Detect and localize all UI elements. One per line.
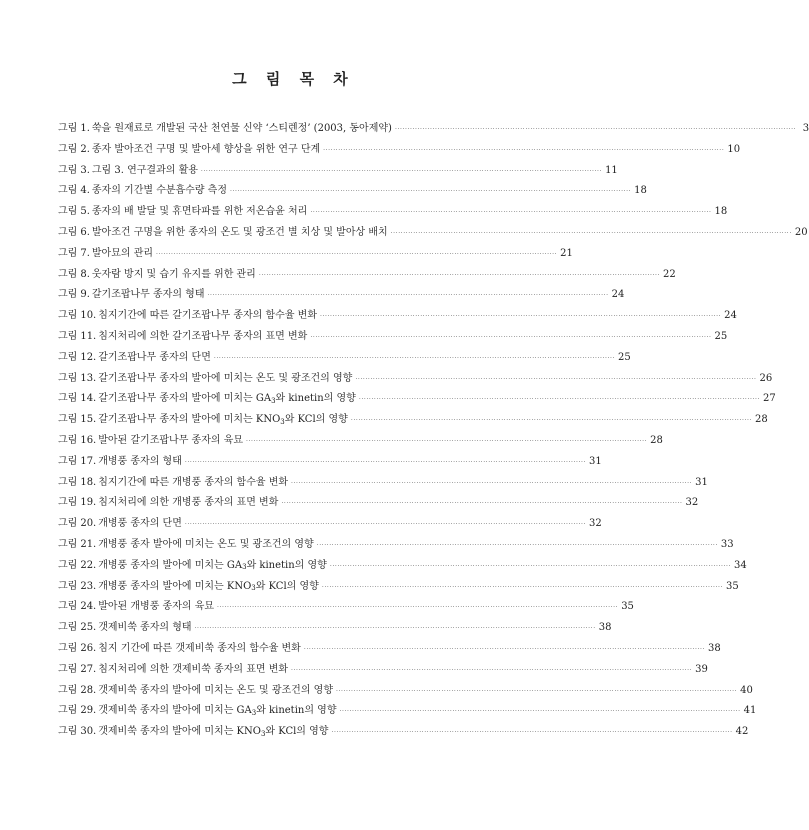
entry-page-number: 32	[589, 518, 602, 530]
entry-label: 그림 8.	[58, 268, 90, 280]
toc-entry[interactable]	[58, 639, 721, 660]
entry-page-number: 28	[754, 414, 768, 426]
entry-number: 9.	[80, 289, 90, 301]
toc-entry[interactable]	[58, 431, 663, 452]
entry-label: 그림 10.	[58, 310, 97, 322]
entry-label: 그림 23.	[58, 580, 97, 592]
entry-page-number: 20	[794, 226, 808, 238]
entry-page-number: 31	[695, 476, 708, 488]
toc-entry[interactable]	[58, 369, 773, 390]
entry-number: 16.	[80, 434, 97, 446]
entry-page-number: 10	[727, 143, 741, 155]
entry-number: 11.	[80, 330, 97, 342]
entry-page-number: 3	[802, 123, 809, 134]
toc-entry[interactable]	[58, 493, 699, 514]
dot-leader: ································································································································································	[291, 479, 693, 487]
entry-number: 30.	[80, 726, 97, 738]
entry-title: 개병풍 종자 발아에 미치는 온도 및 광조건의 영향	[98, 538, 314, 550]
entry-page-number: 35	[725, 580, 739, 592]
toc-entry[interactable]	[58, 119, 809, 140]
entry-title: 갯제비쑥 종자의 발아에 미치는 온도 및 광조건의 영향	[98, 684, 334, 696]
entry-number: 14.	[80, 393, 97, 405]
dot-leader: ································································································································································	[230, 188, 632, 196]
entry-page-number: 41	[743, 705, 757, 717]
entry-label: 그림 22.	[58, 559, 97, 571]
entry-label: 그림 14.	[58, 393, 97, 405]
entry-number: 25.	[80, 622, 97, 634]
entry-page-number: 35	[621, 601, 634, 613]
entry-page-number: 42	[735, 726, 749, 738]
entry-number: 3.	[80, 164, 90, 176]
dot-leader: ································································································································································	[323, 146, 725, 154]
entry-label: 그림 26.	[58, 642, 97, 654]
entry-title: 갈기조팝나무 종자의 단면	[98, 351, 211, 363]
entry-label: 그림 28.	[58, 684, 97, 696]
dot-leader: ································································································································································	[336, 687, 738, 695]
entry-title: 갈기조팝나무 종자의 발아에 미치는 온도 및 광조건의 영향	[98, 372, 353, 384]
dot-leader: ································································································································································	[207, 292, 609, 300]
dot-leader: ································································································································································	[156, 250, 558, 258]
entry-label: 그림 3.	[58, 164, 90, 176]
entry-page-number: 21	[560, 247, 573, 259]
entry-title: 침지기간에 따른 갈기조팝나무 종자의 함수율 변화	[98, 310, 317, 322]
entry-label: 그림 30.	[58, 726, 97, 738]
toc-entry[interactable]	[58, 348, 631, 369]
toc-entry[interactable]	[58, 701, 757, 722]
dot-leader: ································································································································································	[281, 500, 683, 508]
entry-title: 침지기간에 따른 개병풍 종자의 함수율 변화	[98, 476, 289, 488]
toc-entry[interactable]	[58, 618, 612, 639]
dot-leader: ································································································································································	[331, 729, 733, 737]
entry-number: 29.	[80, 705, 97, 717]
entry-label: 그림 2.	[58, 143, 90, 155]
entry-number: 26.	[80, 642, 97, 654]
entry-number: 4.	[80, 185, 90, 197]
dot-leader: ································································································································································	[358, 396, 760, 404]
toc-entry[interactable]	[58, 181, 647, 202]
entry-number: 10.	[80, 310, 97, 322]
entry-page-number: 32	[685, 497, 699, 509]
page-title: 그 림 목 차	[232, 70, 355, 88]
entry-page-number: 25	[618, 351, 631, 363]
entry-page-number: 38	[598, 622, 612, 634]
entry-number: 21.	[80, 538, 97, 550]
entry-number: 22.	[80, 559, 97, 571]
entry-title: 침지처리에 의한 갈기조팝나무 종자의 표면 변화	[98, 330, 308, 342]
table-of-figures	[58, 119, 809, 743]
dot-leader: ································································································································································	[303, 645, 706, 653]
entry-number: 8.	[80, 268, 90, 280]
entry-label: 그림 9.	[58, 289, 90, 301]
toc-entry[interactable]	[58, 223, 808, 244]
entry-title: 그림 3. 연구결과의 활용	[91, 164, 198, 176]
entry-label: 그림 12.	[58, 351, 97, 363]
dot-leader: ································································································································································	[217, 604, 619, 612]
dot-leader: ································································································································································	[291, 666, 693, 674]
entry-page-number: 18	[714, 206, 728, 218]
dot-leader: ································································································································································	[350, 417, 752, 425]
entry-page-number: 31	[589, 455, 602, 467]
toc-entry[interactable]	[58, 722, 749, 743]
toc-entry[interactable]	[58, 556, 747, 577]
entry-label: 그림 15.	[58, 414, 97, 426]
entry-number: 17.	[80, 455, 97, 467]
entry-title: 개병풍 종자의 발아에 미치는 $KNO_3$와 KCl의 영향	[98, 580, 319, 593]
entry-page-number: 18	[634, 185, 647, 197]
entry-label: 그림 24.	[58, 601, 97, 613]
toc-entry[interactable]	[58, 681, 753, 702]
entry-label: 그림 27.	[58, 663, 97, 675]
entry-title: 웃자람 방지 및 습기 유지를 위한 관리	[91, 268, 256, 280]
entry-page-number: 38	[708, 642, 721, 654]
entry-page-number: 39	[695, 663, 708, 675]
entry-page-number: 40	[740, 684, 753, 696]
entry-number: 28.	[80, 684, 97, 696]
entry-number: 24.	[80, 601, 97, 613]
entry-label: 그림 20.	[58, 518, 97, 530]
dot-leader: ································································································································································	[200, 167, 603, 175]
entry-title: 발아묘의 관리	[91, 247, 154, 259]
entry-page-number: 25	[714, 330, 728, 342]
entry-number: 12.	[80, 351, 97, 363]
entry-title: 갈기조팝나무 종자의 형태	[91, 289, 205, 301]
entry-number: 27.	[80, 663, 97, 675]
dot-leader: ································································································································································	[320, 313, 722, 321]
entry-number: 5.	[80, 206, 90, 218]
entry-page-number: 27	[762, 393, 776, 405]
entry-label: 그림 18.	[58, 476, 97, 488]
toc-entry[interactable]	[58, 327, 728, 348]
entry-number: 15.	[80, 414, 97, 426]
toc-entry[interactable]	[58, 473, 708, 494]
entry-label: 그림 21.	[58, 538, 97, 550]
entry-page-number: 11	[605, 164, 618, 176]
entry-number: 18.	[80, 476, 97, 488]
toc-entry[interactable]	[58, 577, 739, 598]
entry-title: 개병풍 종자의 발아에 미치는 $GA_3$와 kinetin의 영향	[98, 559, 327, 572]
toc-entry[interactable]	[58, 597, 634, 618]
dot-leader: ································································································································································	[310, 333, 712, 341]
entry-label: 그림 11.	[58, 330, 97, 342]
entry-title: 발아된 개병풍 종자의 육묘	[98, 601, 215, 613]
entry-title: 갯제비쑥 종자의 발아에 미치는 $KNO_3$와 KCl의 영향	[98, 726, 329, 738]
toc-entry[interactable]	[58, 452, 602, 473]
entry-label: 그림 13.	[58, 372, 97, 384]
dot-leader: ································································································································································	[339, 708, 741, 716]
entry-title: 종자 발아조건 구명 및 발아세 향상을 위한 연구 단계	[91, 143, 321, 155]
entry-title: 침지 기간에 따른 갯제비쑥 종자의 함수율 변화	[98, 642, 301, 654]
dot-leader: ································································································································································	[184, 458, 587, 466]
toc-entry[interactable]	[58, 389, 776, 410]
entry-label: 그림 17.	[58, 455, 97, 467]
toc-entry[interactable]	[58, 244, 573, 265]
entry-number: 23.	[80, 580, 97, 592]
entry-title: 발아된 갈기조팝나무 종자의 육묘	[98, 434, 244, 446]
entry-title: 침지처리에 의한 개병풍 종자의 표면 변화	[98, 497, 279, 509]
entry-page-number: 22	[663, 268, 676, 280]
entry-label: 그림 1.	[58, 123, 90, 134]
entry-title: 갈기조팝나무 종자의 발아에 미치는 $GA_3$와 kinetin의 영향	[98, 393, 356, 406]
entry-number: 2.	[80, 143, 90, 155]
entry-number: 1.	[80, 123, 90, 134]
dot-leader: ································································································································································	[316, 541, 718, 549]
toc-entry[interactable]	[58, 514, 602, 535]
dot-leader: ································································································································································	[329, 562, 731, 570]
entry-page-number: 26	[759, 372, 773, 384]
entry-label: 그림 4.	[58, 185, 90, 197]
entry-title: 개병풍 종자의 단면	[98, 518, 182, 530]
entry-page-number: 28	[650, 434, 663, 446]
dot-leader: ································································································································································	[258, 271, 661, 279]
entry-page-number: 24	[724, 310, 737, 322]
entry-label: 그림 7.	[58, 247, 90, 259]
entry-number: 19.	[80, 497, 97, 509]
dot-leader: ································································································································································	[394, 126, 797, 133]
entry-page-number: 33	[720, 538, 734, 550]
toc-entry[interactable]	[58, 265, 676, 286]
entry-page-number: 34	[734, 559, 747, 571]
entry-label: 그림 16.	[58, 434, 97, 446]
dot-leader: ································································································································································	[390, 229, 792, 237]
entry-page-number: 24	[611, 289, 625, 301]
entry-label: 그림 29.	[58, 705, 97, 717]
dot-leader: ································································································································································	[194, 625, 596, 633]
entry-number: 13.	[80, 372, 97, 384]
entry-label: 그림 6.	[58, 226, 90, 238]
toc-entry[interactable]	[58, 660, 708, 681]
toc-entry[interactable]	[58, 535, 734, 556]
dot-leader: ································································································································································	[246, 437, 648, 445]
entry-label: 그림 19.	[58, 497, 97, 509]
toc-entry[interactable]	[58, 410, 768, 431]
toc-entry[interactable]	[58, 140, 741, 161]
dot-leader: ································································································································································	[310, 209, 712, 217]
entry-title: 갯제비쑥 종자의 형태	[98, 622, 192, 634]
toc-entry[interactable]	[58, 202, 728, 223]
dot-leader: ································································································································································	[355, 375, 757, 383]
entry-title: 발아조건 구명을 위한 종자의 온도 및 광조건 별 치상 및 발아상 배치	[91, 226, 388, 238]
toc-entry[interactable]	[58, 161, 618, 182]
dot-leader: ································································································································································	[213, 354, 616, 362]
entry-title: 개병풍 종자의 형태	[98, 455, 182, 467]
entry-number: 7.	[80, 247, 90, 259]
entry-label: 그림 25.	[58, 622, 97, 634]
entry-label: 그림 5.	[58, 206, 90, 218]
entry-title: 침지처리에 의한 갯제비쑥 종자의 표면 변화	[98, 663, 289, 675]
dot-leader: ································································································································································	[321, 583, 723, 591]
entry-title: 종자의 기간별 수분흡수량 측정	[91, 185, 227, 197]
entry-title: 종자의 배 발달 및 휴면타파를 위한 저온습윤 처리	[91, 206, 308, 218]
entry-title: 쑥을 원재료로 개발된 국산 천연물 신약 ‘스티렌정’ (2003, 동아제약)	[91, 123, 392, 134]
toc-entry[interactable]	[58, 306, 737, 327]
entry-title: 갈기조팝나무 종자의 발아에 미치는 $KNO_3$와 KCl의 영향	[98, 414, 348, 426]
dot-leader: ································································································································································	[184, 521, 587, 529]
toc-entry[interactable]	[58, 285, 625, 306]
entry-number: 20.	[80, 518, 97, 530]
entry-title: 갯제비쑥 종자의 발아에 미치는 $GA_3$와 kinetin의 영향	[98, 705, 337, 718]
entry-number: 6.	[80, 226, 90, 238]
